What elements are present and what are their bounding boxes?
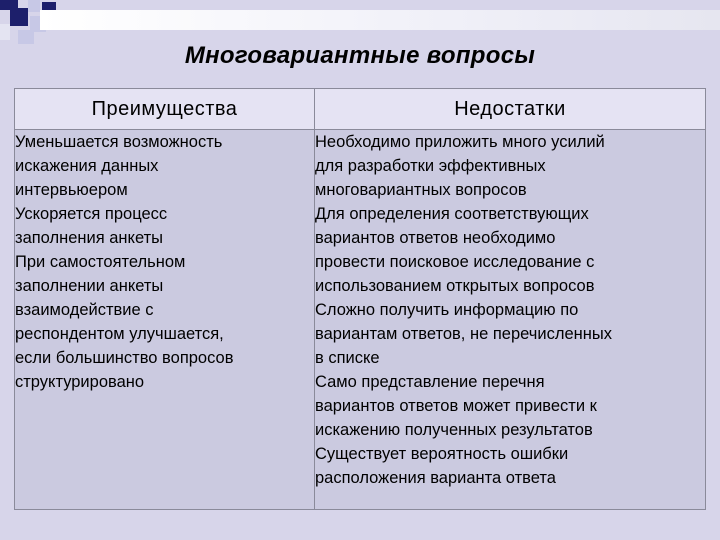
page-title: Многовариантные вопросы <box>184 42 536 69</box>
comparison-table <box>14 88 706 510</box>
decor-square <box>10 8 28 26</box>
advantage-item: Ускоряется процесс заполнения анкеты <box>15 205 168 247</box>
header-disadvantages: Недостатки <box>315 89 706 130</box>
advantage-item: Уменьшается возможность искажения данных интервьюером <box>15 133 223 199</box>
advantage-item: При самостоятельном заполнении анкеты взаимодействие с респондентом улучшается, если большинство вопросов структурировано <box>15 253 234 391</box>
decor-square <box>28 0 40 12</box>
disadvantage-item: Сложно получить информацию по вариантам ответов, не перечисленных в списке <box>315 301 612 367</box>
header-advantages: Преимущества <box>15 89 315 130</box>
disadvantage-item: Для определения соответствующих вариантов ответов необходимо провести поисковое исследование с использованием открытых вопросов <box>315 205 595 295</box>
disadvantage-item: Существует вероятность ошибки расположения варианта ответа <box>315 445 569 487</box>
disadvantages-cell <box>315 130 706 510</box>
decor-square <box>0 24 10 40</box>
disadvantage-item: Необходимо приложить много усилий для разработки эффективных многовариантных вопросов <box>315 133 605 199</box>
disadvantage-item: Само представление перечня вариантов ответов может привести к искажению полученных результатов <box>315 373 597 439</box>
advantages-cell <box>15 130 315 510</box>
decor-header-bar <box>40 10 720 30</box>
